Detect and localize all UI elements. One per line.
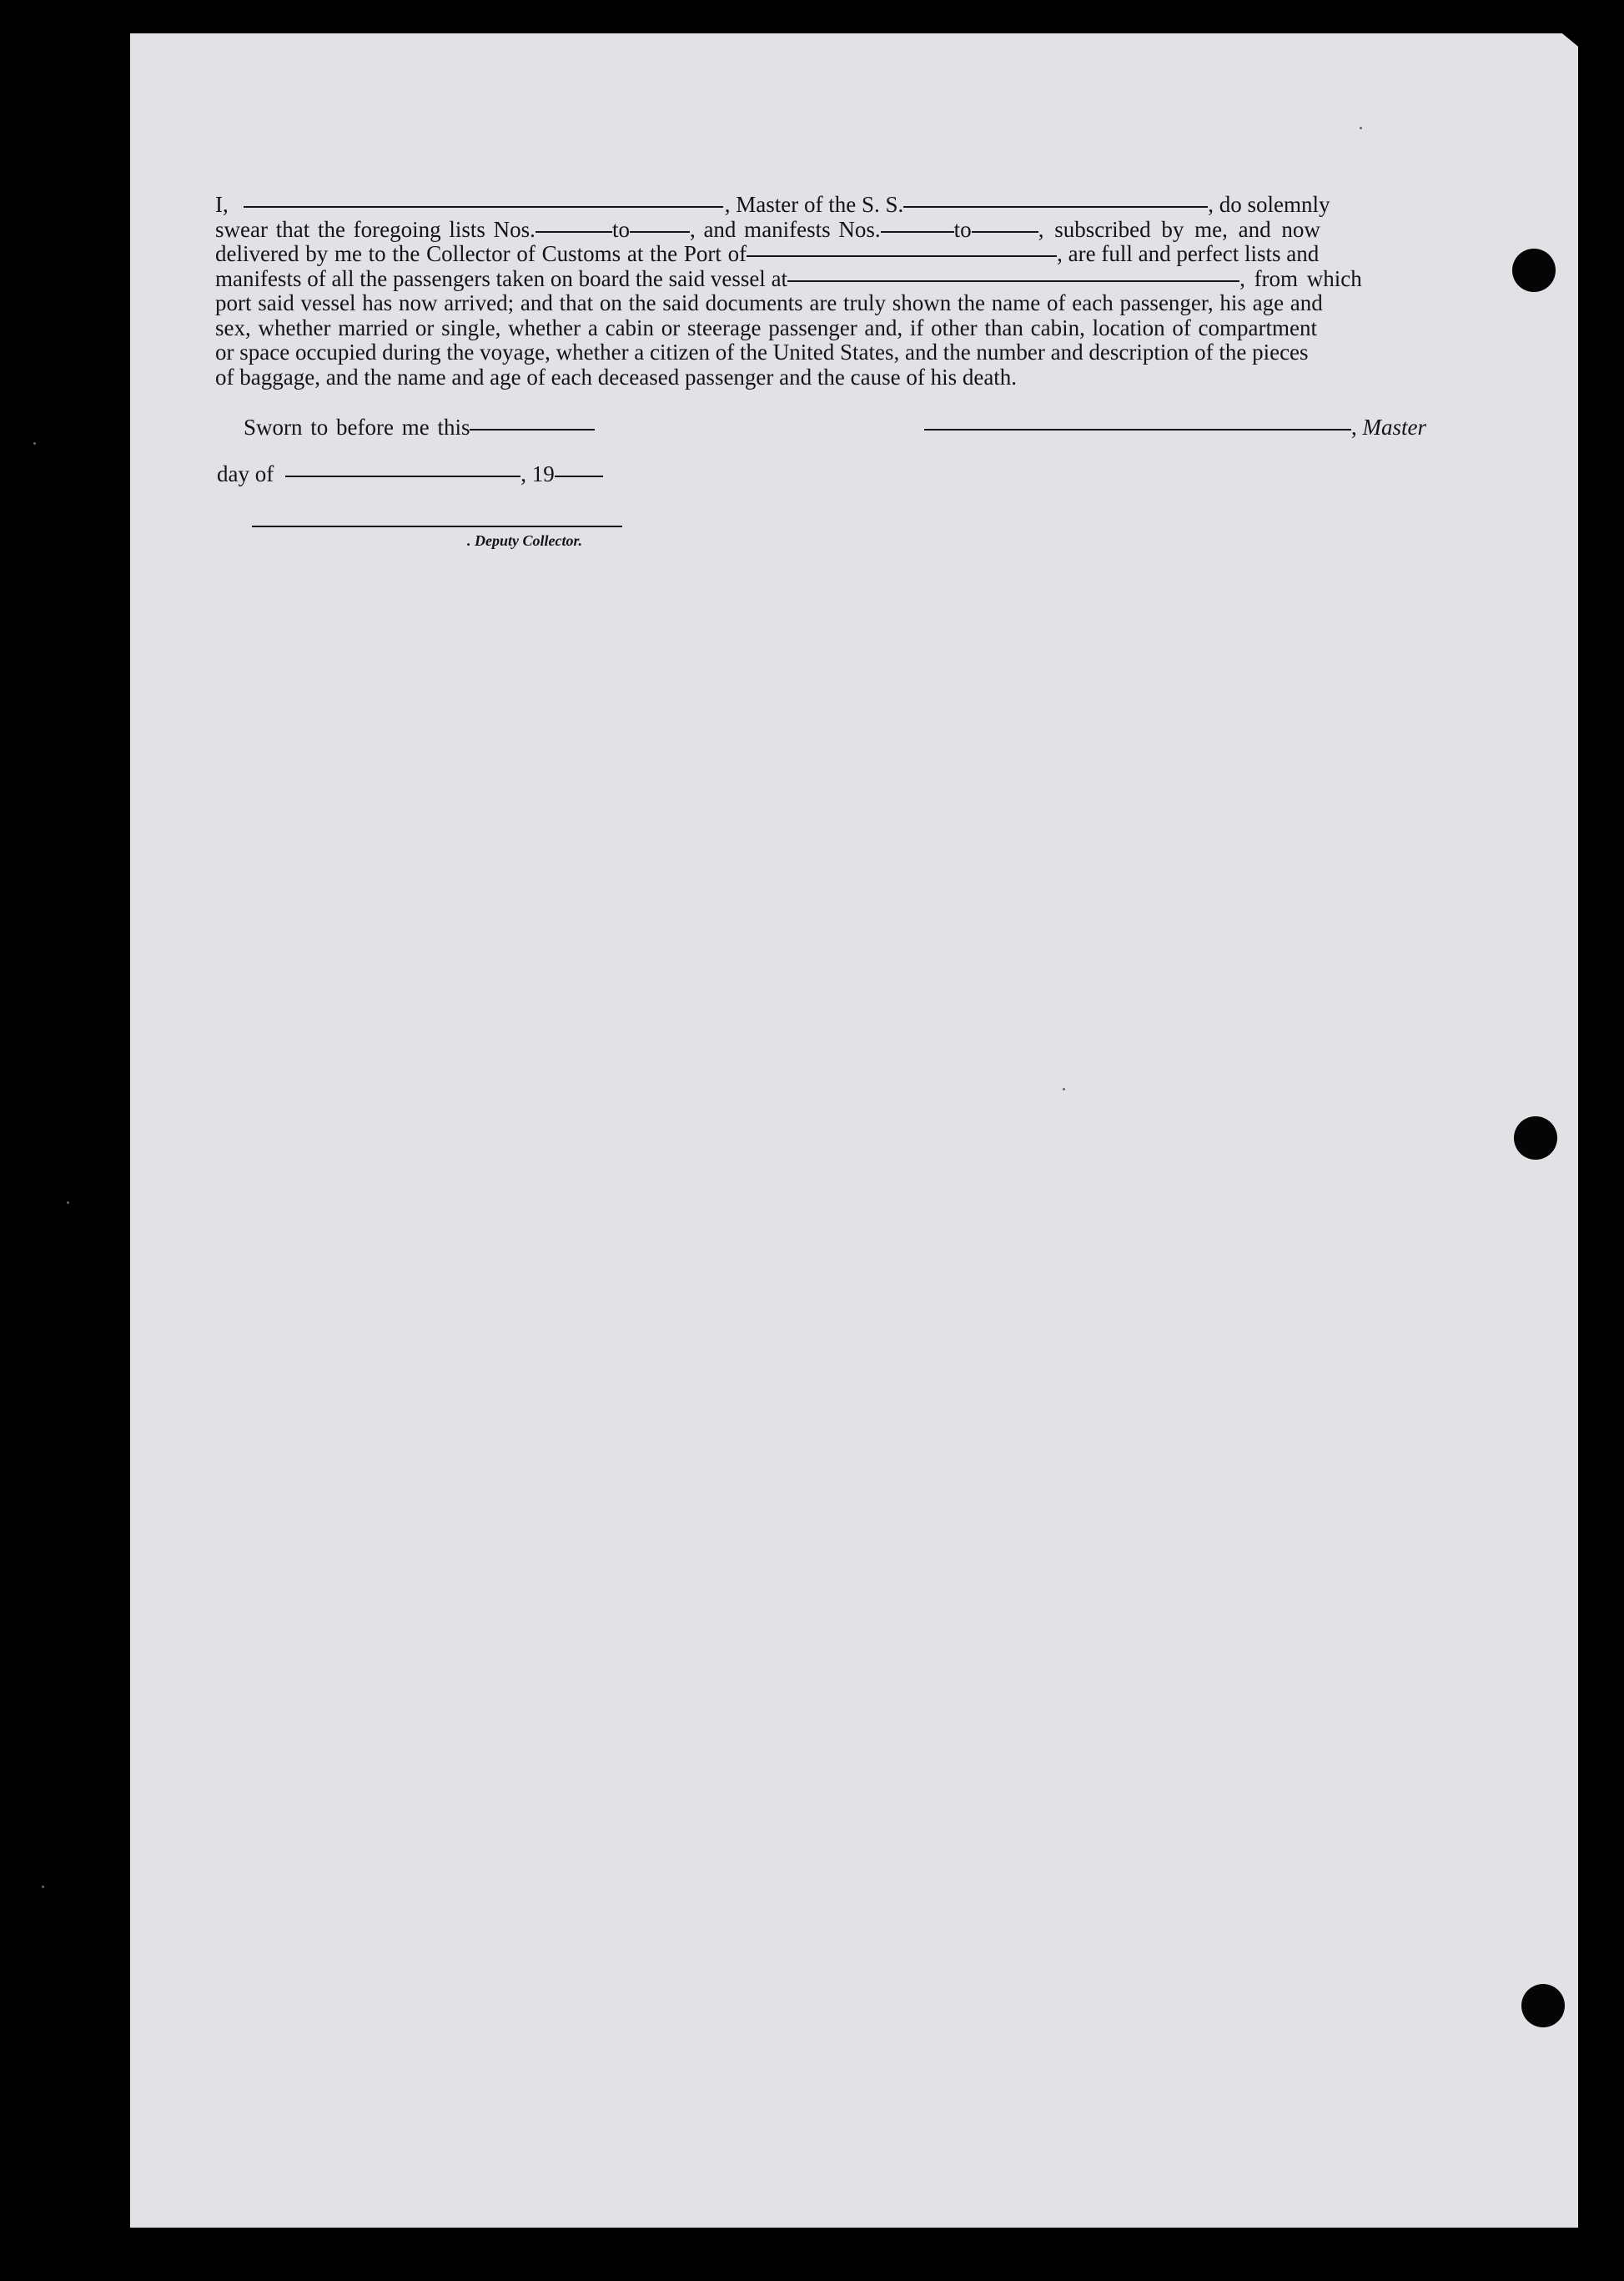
- oath-text: port said vessel has now arrived; and that on the said documents are truly shown the name of each passenger, his age and: [215, 290, 1323, 315]
- oath-text: manifests of all the passengers taken on board the said vessel at: [215, 265, 788, 291]
- scan-speck: [33, 442, 36, 445]
- oath-text: to: [953, 216, 972, 242]
- paper-speck: [1063, 1088, 1065, 1090]
- manifests-from-blank: [881, 231, 954, 233]
- oath-text: , subscribed by me, and now: [1038, 216, 1320, 242]
- year-blank: [555, 476, 603, 477]
- ship-name-blank: [903, 206, 1208, 208]
- oath-line-6: [215, 316, 1433, 341]
- oath-text: or space occupied during the voyage, whether a citizen of the United States, and the number and description of the pieces: [215, 340, 1309, 365]
- lists-to-blank: [630, 231, 690, 233]
- scan-speck: [67, 1201, 69, 1204]
- sworn-date-blank: [470, 429, 595, 431]
- oath-text: , from which: [1239, 265, 1362, 291]
- master-comma: ,: [1351, 415, 1363, 440]
- binder-hole-top: [1512, 249, 1556, 292]
- port-blank: [747, 255, 1057, 257]
- master-oath-paragraph: [215, 193, 1433, 390]
- deputy-signature-line: [252, 526, 622, 527]
- master-label: Master: [1362, 415, 1426, 440]
- master-name-blank: [244, 206, 723, 208]
- oath-text: delivered by me to the Collector of Customs at the Port of: [215, 241, 747, 266]
- binder-hole-middle: [1514, 1116, 1557, 1160]
- sworn-row: [244, 415, 595, 441]
- day-row: [217, 461, 603, 487]
- day-prefix: day of: [217, 461, 274, 486]
- manifests-to-blank: [972, 231, 1038, 233]
- oath-text: I,: [215, 192, 229, 217]
- oath-text: sex, whether married or single, whether a cabin or steerage passenger and, if other than cabin, location of compartment: [215, 315, 1318, 340]
- binder-hole-bottom: [1521, 1984, 1565, 2027]
- oath-text: to: [611, 216, 630, 242]
- master-signature-row: [924, 415, 1426, 441]
- oath-line-5: [215, 291, 1433, 316]
- oath-text: of baggage, and the name and age of each deceased passenger and the cause of his death.: [215, 364, 1018, 390]
- oath-text: , do solemnly: [1208, 192, 1330, 217]
- year-prefix: , 19: [520, 461, 555, 486]
- oath-text: swear that the foregoing lists Nos.: [215, 216, 535, 242]
- oath-line-2: [215, 218, 1433, 243]
- oath-line-3: [215, 242, 1433, 267]
- oath-line-8: [215, 365, 1433, 390]
- oath-line-4: [215, 267, 1433, 292]
- master-signature-blank: [924, 429, 1351, 431]
- day-month-blank: [285, 476, 520, 477]
- oath-line-7: [215, 340, 1433, 365]
- oath-text: , Master of the S. S.: [724, 192, 904, 217]
- oath-text: , are full and perfect lists and: [1057, 241, 1320, 266]
- lists-from-blank: [535, 231, 612, 233]
- deputy-collector-label: . Deputy Collector.: [467, 532, 582, 549]
- sworn-text: Sworn to before me this: [244, 415, 470, 440]
- oath-line-1: [215, 193, 1433, 218]
- oath-text: , and manifests Nos.: [689, 216, 881, 242]
- departure-port-blank: [787, 280, 1239, 282]
- scan-speck: [42, 1886, 44, 1888]
- paper-speck: [1360, 127, 1362, 129]
